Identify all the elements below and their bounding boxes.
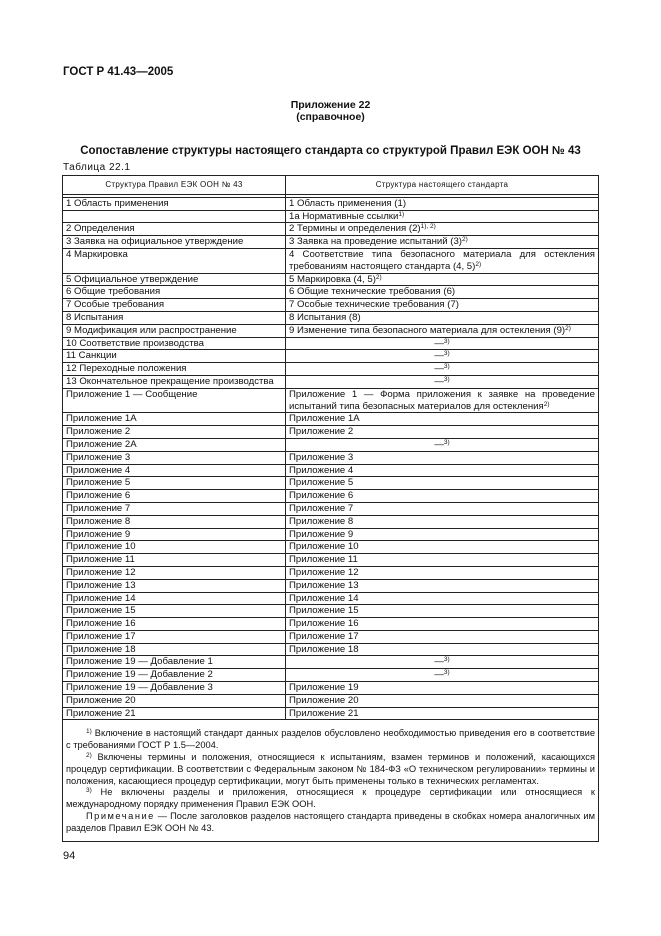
row-right-text: Приложение 15	[289, 605, 359, 617]
row-footnote-mark: 2)	[461, 236, 468, 244]
footnotes-row	[63, 720, 599, 841]
row-footnote-mark: 3)	[443, 375, 450, 383]
row-left-cell	[63, 248, 286, 273]
table-row	[63, 605, 599, 618]
row-left-cell	[63, 311, 286, 324]
row-right-text: —	[434, 337, 444, 349]
appendix-title: Приложение 22	[290, 99, 371, 111]
row-right-cell	[286, 197, 599, 210]
footnote-3	[66, 787, 595, 811]
row-footnote-mark: 2)	[565, 324, 571, 332]
row-right-text: —	[434, 375, 444, 387]
row-left-text: Приложение 21	[66, 707, 136, 719]
row-left-text: Приложение 19 — Добавление 3	[66, 682, 213, 694]
header-left: Структура Правил ЕЭК ООН № 43	[63, 176, 286, 195]
row-left-cell	[63, 363, 286, 376]
row-right-cell	[286, 350, 599, 363]
row-left-cell	[63, 451, 286, 464]
row-right-cell	[286, 541, 599, 554]
row-right-cell	[286, 311, 599, 324]
row-right-text: Приложение 16	[289, 618, 359, 630]
table-row	[63, 223, 599, 236]
row-right-text: 1 Область применения (1)	[289, 197, 407, 209]
row-left-text: 1 Область применения	[66, 197, 169, 209]
appendix-subtitle: (справочное)	[296, 111, 365, 123]
footnote-1-mark: 1)	[86, 728, 92, 736]
row-right-text: Приложение 17	[289, 630, 359, 642]
row-left-text: Приложение 8	[66, 515, 131, 527]
row-left-text: Приложение 4	[66, 464, 131, 476]
table-row	[63, 299, 599, 312]
row-left-text: Приложение 10	[66, 541, 136, 553]
table-row	[63, 490, 599, 503]
row-left-text: 4 Маркировка	[66, 248, 128, 260]
footnote-1	[66, 728, 595, 752]
row-left-text: Приложение 18	[66, 643, 136, 655]
row-right-cell	[286, 388, 599, 413]
row-left-text: Приложение 14	[66, 592, 136, 604]
table-row	[63, 694, 599, 707]
footnote-3-text: Не включены разделы и приложения, относящиеся к процедуре сертификации или относящиеся к международному порядку применения Правил ЕЭК ООН.	[66, 787, 595, 810]
table-note	[66, 811, 595, 835]
row-left-cell	[63, 707, 286, 720]
row-right-text: Приложение 1А	[289, 413, 360, 425]
row-right-text: Приложение 5	[289, 477, 354, 489]
row-right-text: Приложение 4	[289, 464, 354, 476]
row-footnote-mark: 2)	[543, 400, 550, 408]
row-right-cell	[286, 236, 599, 249]
table-row	[63, 643, 599, 656]
row-right-text: Приложение 21	[289, 707, 359, 719]
row-left-cell	[63, 477, 286, 490]
footnote-1-text: Включение в настоящий стандарт данных разделов обусловлено необходимостью приведения его в соответствие с требованиями ГОСТ Р 1.5—2004.	[66, 728, 595, 751]
row-left-cell	[63, 299, 286, 312]
row-left-cell	[63, 579, 286, 592]
row-footnote-mark: 1)	[398, 210, 405, 218]
row-right-cell	[286, 363, 599, 376]
row-footnote-mark: 2)	[375, 273, 382, 281]
row-right-cell	[286, 566, 599, 579]
row-right-cell	[286, 337, 599, 350]
row-right-text: 2 Термины и определения (2)	[289, 223, 421, 235]
table-row	[63, 502, 599, 515]
row-right-cell	[286, 515, 599, 528]
row-left-cell	[63, 388, 286, 413]
row-right-text: 9 Изменение типа безопасного материала для остекления (9)	[289, 324, 566, 336]
row-right-cell	[286, 286, 599, 299]
row-left-text: 13 Окончательное прекращение производства	[66, 375, 274, 387]
row-right-text: —	[434, 438, 444, 450]
row-right-text: Приложение 6	[289, 490, 354, 502]
footnotes-cell	[63, 720, 599, 841]
table-row	[63, 477, 599, 490]
row-left-cell	[63, 656, 286, 669]
row-right-text: Приложение 1 — Форма приложения к заявке на проведение испытаний типа безопасных материалов для остекления	[289, 388, 595, 412]
table-row	[63, 286, 599, 299]
table-header-row	[63, 176, 599, 195]
row-left-text: 11 Санкции	[66, 350, 117, 362]
row-right-text: 3 Заявка на проведение испытаний (3)	[289, 236, 462, 248]
row-footnote-mark: 3)	[443, 656, 450, 664]
row-right-cell	[286, 438, 599, 451]
table-row	[63, 554, 599, 567]
table-row	[63, 337, 599, 350]
footnote-3-mark: 3)	[86, 787, 92, 795]
row-left-cell	[63, 350, 286, 363]
row-right-text: 6 Общие технические требования (6)	[289, 286, 456, 298]
row-right-text: Приложение 18	[289, 643, 359, 655]
row-left-cell	[63, 528, 286, 541]
row-left-text: 12 Переходные положения	[66, 363, 187, 375]
row-right-cell	[286, 554, 599, 567]
row-right-cell	[286, 477, 599, 490]
row-footnote-mark: 1), 2)	[420, 223, 436, 231]
row-right-text: Приложение 8	[289, 515, 354, 527]
row-left-cell	[63, 490, 286, 503]
row-right-text: Приложение 14	[289, 592, 359, 604]
page-number: 94	[63, 850, 76, 862]
table-row	[63, 388, 599, 413]
footnote-2-text: Включены термины и положения, относящиеся к испытаниям, взамен терминов и положений, касающихся процедур сертификации. В соответствии с Федеральным законом № 184-ФЗ «О техническом регулировании» термины и положения, касающиеся процедур сертификации, могут быть применены только в технических регламентах.	[66, 752, 595, 786]
table-row	[63, 311, 599, 324]
row-left-text: Приложение 6	[66, 490, 131, 502]
row-right-text: 8 Испытания (8)	[289, 311, 361, 323]
document-code: ГОСТ Р 41.43—2005	[63, 66, 174, 78]
row-right-text: Приложение 9	[289, 528, 354, 540]
note-label: Примечание	[86, 811, 155, 822]
row-right-cell	[286, 273, 599, 286]
row-left-cell	[63, 566, 286, 579]
row-left-cell	[63, 210, 286, 223]
row-left-text: 2 Определения	[66, 223, 135, 235]
row-right-cell	[286, 502, 599, 515]
row-left-text: Приложение 11	[66, 554, 135, 566]
row-right-text: Приложение 10	[289, 541, 359, 553]
table-row	[63, 618, 599, 631]
row-right-cell	[286, 490, 599, 503]
row-left-cell	[63, 438, 286, 451]
row-left-cell	[63, 694, 286, 707]
row-right-text: Приложение 7	[289, 502, 354, 514]
table-row	[63, 707, 599, 720]
row-right-cell	[286, 248, 599, 273]
table-row	[63, 350, 599, 363]
table-row	[63, 579, 599, 592]
note-text: — После заголовков разделов настоящего стандарта приведены в скобках номера аналогичных им разделов Правил ЕЭК ООН № 43.	[66, 811, 595, 833]
row-left-cell	[63, 286, 286, 299]
table-row	[63, 630, 599, 643]
row-left-cell	[63, 669, 286, 682]
row-right-text: —	[434, 656, 444, 668]
row-left-cell	[63, 464, 286, 477]
row-right-text: Приложение 20	[289, 694, 359, 706]
table-row	[63, 210, 599, 223]
row-right-text: Приложение 11	[289, 554, 358, 566]
table-row	[63, 682, 599, 695]
row-right-text: 7 Особые технические требования (7)	[289, 299, 460, 311]
row-left-text: Приложение 20	[66, 694, 136, 706]
row-left-cell	[63, 605, 286, 618]
row-footnote-mark: 3)	[443, 350, 450, 358]
table-row	[63, 464, 599, 477]
row-right-cell	[286, 528, 599, 541]
row-right-cell	[286, 223, 599, 236]
row-right-text: —	[434, 350, 444, 362]
row-left-cell	[63, 223, 286, 236]
footnote-2-mark: 2)	[86, 752, 92, 760]
row-right-cell	[286, 682, 599, 695]
row-right-text: Приложение 19	[289, 682, 359, 694]
table-row	[63, 413, 599, 426]
row-left-cell	[63, 324, 286, 337]
row-left-text: Приложение 12	[66, 566, 136, 578]
table-row	[63, 324, 599, 337]
row-left-text: 7 Особые требования	[66, 299, 165, 311]
row-left-text: Приложение 19 — Добавление 2	[66, 669, 213, 681]
footnote-2	[66, 752, 595, 787]
row-left-cell	[63, 630, 286, 643]
table-row	[63, 592, 599, 605]
row-right-cell	[286, 592, 599, 605]
row-right-cell	[286, 413, 599, 426]
comparison-table	[62, 175, 599, 842]
row-right-cell	[286, 579, 599, 592]
row-right-cell	[286, 299, 599, 312]
row-footnote-mark: 2)	[475, 260, 482, 268]
row-left-text: Приложение 9	[66, 528, 131, 540]
row-left-text: Приложение 2А	[66, 438, 137, 450]
row-right-cell	[286, 643, 599, 656]
row-right-text: 4 Соответствие типа безопасного материала для остекления требованиям настоящего стандарта (4, 5)	[289, 248, 595, 272]
table-row	[63, 197, 599, 210]
table-row	[63, 273, 599, 286]
table-row	[63, 566, 599, 579]
table-label: Таблица 22.1	[63, 162, 131, 173]
row-right-text: 1а Нормативные ссылки	[289, 210, 399, 222]
row-right-cell	[286, 669, 599, 682]
document-title: Сопоставление структуры настоящего стандарта со структурой Правил ЕЭК ООН № 43	[80, 145, 581, 157]
row-right-cell	[286, 426, 599, 439]
row-right-cell	[286, 375, 599, 388]
row-left-text: Приложение 2	[66, 426, 131, 438]
row-left-cell	[63, 554, 286, 567]
row-left-text: Приложение 16	[66, 618, 136, 630]
row-right-cell	[286, 618, 599, 631]
row-left-text: 3 Заявка на официальное утверждение	[66, 236, 244, 248]
row-right-text: —	[434, 669, 444, 681]
row-left-text: Приложение 19 — Добавление 1	[66, 656, 213, 668]
row-left-cell	[63, 197, 286, 210]
row-left-cell	[63, 682, 286, 695]
row-left-cell	[63, 502, 286, 515]
row-footnote-mark: 3)	[443, 438, 450, 446]
table-row	[63, 248, 599, 273]
row-right-text: Приложение 12	[289, 566, 359, 578]
row-left-cell	[63, 413, 286, 426]
row-left-text: 9 Модификация или распространение	[66, 324, 237, 336]
table-row	[63, 236, 599, 249]
row-right-text: Приложение 2	[289, 426, 354, 438]
row-right-cell	[286, 656, 599, 669]
table-row	[63, 363, 599, 376]
row-right-cell	[286, 694, 599, 707]
row-left-cell	[63, 592, 286, 605]
row-footnote-mark: 3)	[443, 363, 450, 371]
row-left-cell	[63, 375, 286, 388]
row-right-cell	[286, 464, 599, 477]
table-row	[63, 656, 599, 669]
table-row	[63, 541, 599, 554]
row-right-cell	[286, 324, 599, 337]
row-right-cell	[286, 630, 599, 643]
row-right-text: 5 Маркировка (4, 5)	[289, 273, 376, 285]
row-left-text: Приложение 1 — Сообщение	[66, 388, 198, 400]
row-left-text: Приложение 5	[66, 477, 131, 489]
row-right-cell	[286, 451, 599, 464]
row-left-text: Приложение 7	[66, 502, 131, 514]
row-left-text: Приложение 15	[66, 605, 136, 617]
row-right-cell	[286, 605, 599, 618]
row-left-text: Приложение 17	[66, 630, 136, 642]
row-right-cell	[286, 210, 599, 223]
row-left-text: Приложение 13	[66, 579, 136, 591]
row-footnote-mark: 3)	[443, 669, 450, 677]
row-left-cell	[63, 515, 286, 528]
table-row	[63, 426, 599, 439]
row-left-cell	[63, 273, 286, 286]
row-right-text: Приложение 13	[289, 579, 359, 591]
row-left-cell	[63, 643, 286, 656]
row-right-cell	[286, 707, 599, 720]
table-row	[63, 451, 599, 464]
row-left-text: Приложение 1А	[66, 413, 137, 425]
row-left-text: 5 Официальное утверждение	[66, 273, 199, 285]
table-row	[63, 528, 599, 541]
row-left-text: 8 Испытания	[66, 311, 124, 323]
row-footnote-mark: 3)	[443, 337, 450, 345]
table-row	[63, 438, 599, 451]
table-row	[63, 515, 599, 528]
row-left-cell	[63, 236, 286, 249]
row-right-text: —	[434, 363, 444, 375]
table-row	[63, 375, 599, 388]
row-left-cell	[63, 426, 286, 439]
row-left-cell	[63, 541, 286, 554]
row-right-text: Приложение 3	[289, 451, 354, 463]
row-left-cell	[63, 618, 286, 631]
row-left-text: 6 Общие требования	[66, 286, 161, 298]
row-left-cell	[63, 337, 286, 350]
row-left-text: 10 Соответствие производства	[66, 337, 204, 349]
row-left-text: Приложение 3	[66, 451, 131, 463]
table-row	[63, 669, 599, 682]
header-right: Структура настоящего стандарта	[286, 176, 599, 195]
